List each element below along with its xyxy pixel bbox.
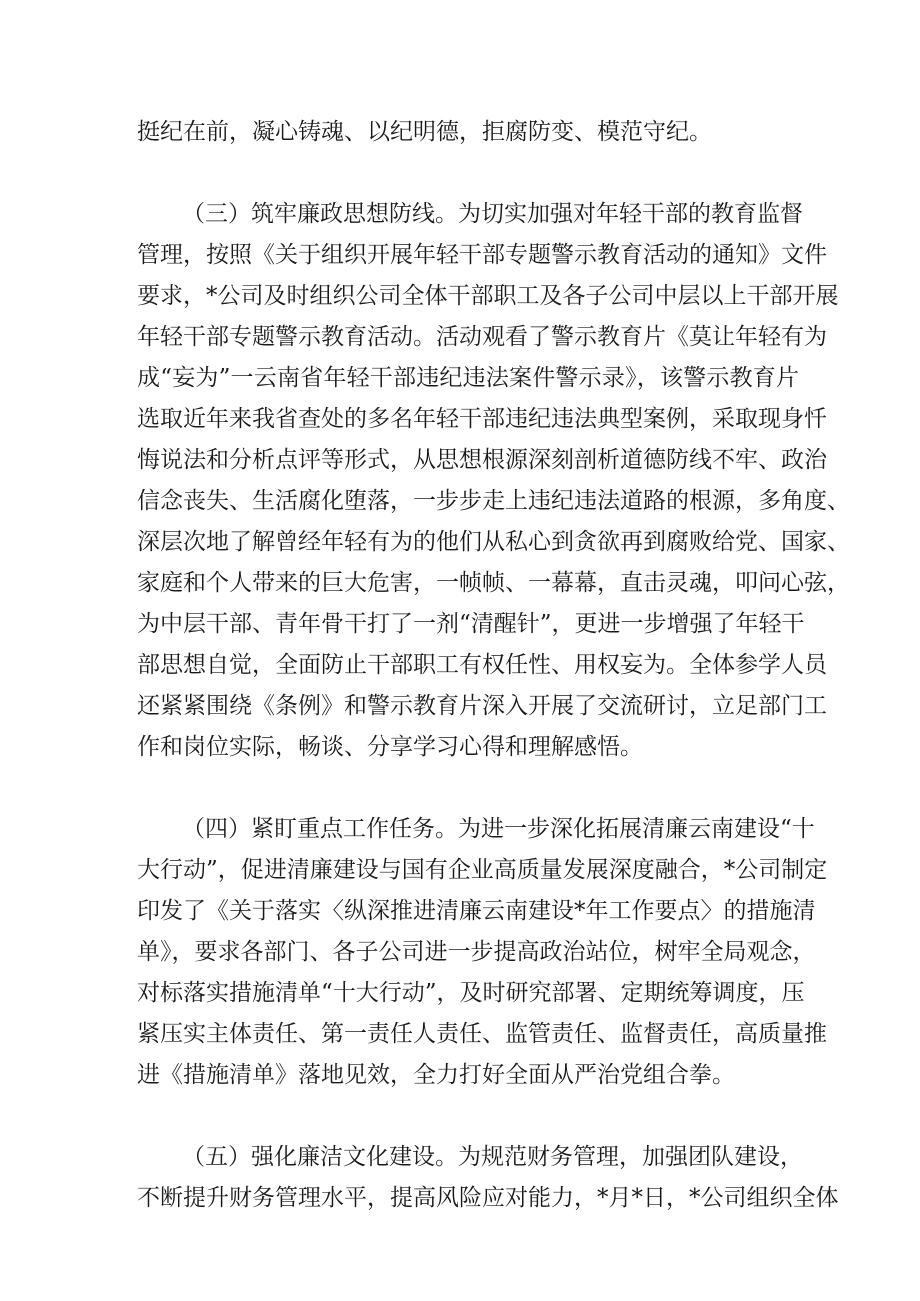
paragraph: [137, 112, 799, 153]
text-line: 印发了《关于落实〈纵深推进清廉云南建设*年工作要点〉的措施清: [137, 898, 816, 924]
text-line: 进《措施清单》落地见效，全力打好全面从严治党组合拳。: [137, 1062, 735, 1088]
text-line: 为中层干部、青年骨干打了一剂“清醒针”，更进一步增强了年轻干: [137, 611, 805, 637]
text-line: （四）紧盯重点工作任务。为进一步深化拓展清廉云南建设“十: [182, 816, 815, 842]
text-line: 大行动”，促进清廉建设与国有企业高质量发展深度融合，*公司制定: [137, 857, 828, 883]
paragraph: [137, 194, 850, 768]
text-line: 成“妄为”一云南省年轻干部违纪违法案件警示录》，该警示教育片: [137, 365, 799, 391]
text-line: 挺纪在前，凝心铸魂、以纪明德，拒腐防变、模范守纪。: [137, 119, 712, 145]
document-body: [137, 112, 850, 1219]
text-line: 还紧紧围绕《条例》和警示教育片深入开展了交流研讨，立足部门工: [137, 693, 827, 719]
text-line: 对标落实措施清单“十大行动”，及时研究部署、定期统筹调度，压: [137, 980, 805, 1006]
text-line: 紧压实主体责任、第一责任人责任、监管责任、监督责任，高质量推: [137, 1021, 827, 1047]
text-line: 部思想自觉，全面防止干部职工有权任性、用权妄为。全体参学人员: [137, 652, 827, 678]
paragraph-gap: [137, 153, 799, 194]
text-line: 管理，按照《关于组织开展年轻干部专题警示教育活动的通知》文件: [137, 242, 827, 268]
text-line: 信念丧失、生活腐化堕落，一步步走上违纪违法道路的根源，多角度、: [137, 488, 850, 514]
text-line: 选取近年来我省查处的多名年轻干部违纪违法典型案例，采取现身忏: [137, 406, 827, 432]
text-line: 作和岗位实际，畅谈、分享学习心得和理解感悟。: [137, 734, 643, 760]
text-line: 悔说法和分析点评等形式，从思想根源深刻剖析道德防线不牢、政治: [137, 447, 827, 473]
text-line: （三）筑牢廉政思想防线。为切实加强对年轻干部的教育监督: [182, 201, 803, 227]
text-line: （五）强化廉洁文化建设。为规范财务管理，加强团队建设，: [182, 1144, 803, 1170]
text-line: 要求，*公司及时组织公司全体干部职工及各子公司中层以上干部开展: [137, 283, 839, 309]
text-line: 深层次地了解曾经年轻有为的他们从私心到贪欲再到腐败给党、国家、: [137, 529, 850, 555]
text-line: 年轻干部专题警示教育活动。活动观看了警示教育片《莫让年轻有为: [137, 324, 827, 350]
paragraph: [137, 809, 828, 1096]
paragraph: [137, 1137, 839, 1219]
text-line: 家庭和个人带来的巨大危害，一帧帧、一幕幕，直击灵魂，叩问心弦，: [137, 570, 850, 596]
text-line: 不断提升财务管理水平，提高风险应对能力，*月*日，*公司组织全体: [137, 1185, 839, 1211]
paragraph-gap: [137, 1096, 799, 1137]
text-line: 单》，要求各部门、各子公司进一步提高政治站位，树牢全局观念，: [137, 939, 816, 965]
paragraph-gap: [137, 768, 799, 809]
